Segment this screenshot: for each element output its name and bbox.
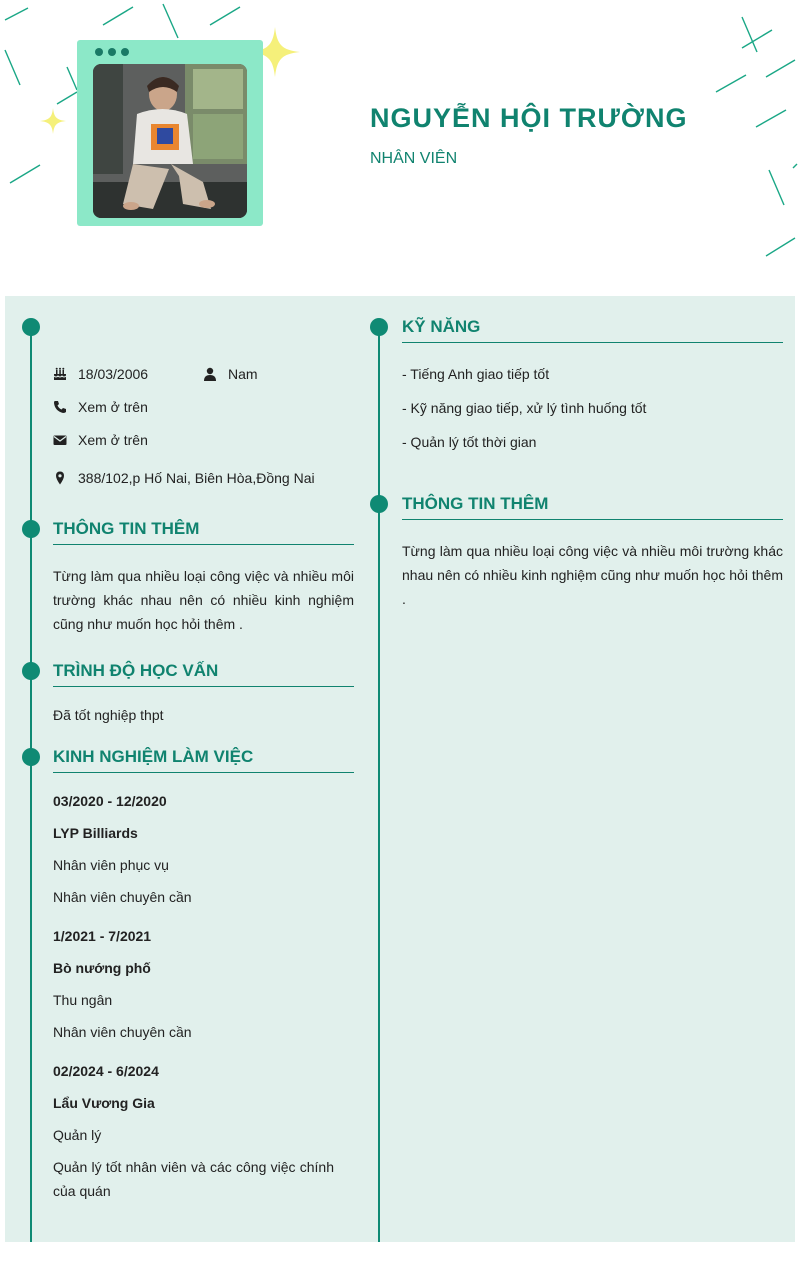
phone-row: [53, 399, 148, 415]
skill-item: - Kỹ năng giao tiếp, xử lý tình huống tốt: [402, 400, 647, 416]
sparkle-small-icon: [40, 108, 66, 134]
map-marker-icon: [53, 471, 67, 485]
photo-frame: [77, 40, 263, 226]
email-row: [53, 432, 148, 448]
job-company: Bò nướng phố: [53, 960, 151, 976]
job-description: Nhân viên chuyên cần: [53, 1024, 192, 1040]
birthday-row: [53, 366, 148, 382]
address-row: [53, 470, 315, 486]
timeline-bullet: [22, 318, 40, 336]
header: [0, 0, 800, 296]
timeline-bullet: [22, 520, 40, 538]
job-position: Nhân viên phục vụ: [53, 857, 169, 873]
timeline-bullet: [370, 318, 388, 336]
skills-title: KỸ NĂNG: [402, 317, 783, 343]
education-text: Đã tốt nghiệp thpt: [53, 707, 164, 723]
left-extra-info-title: THÔNG TIN THÊM: [53, 519, 354, 545]
education-title: TRÌNH ĐỘ HỌC VẤN: [53, 661, 354, 687]
job-company: Lẩu Vương Gia: [53, 1095, 155, 1111]
timeline-left: [30, 326, 32, 1242]
job-period: 1/2021 - 7/2021: [53, 928, 152, 944]
right-extra-info-title: THÔNG TIN THÊM: [402, 494, 783, 520]
phone-value: Xem ở trên: [78, 399, 148, 415]
skill-item: - Quản lý tốt thời gian: [402, 434, 537, 450]
timeline-bullet: [370, 495, 388, 513]
envelope-icon: [53, 433, 67, 447]
user-icon: [203, 367, 217, 381]
email-value: Xem ở trên: [78, 432, 148, 448]
timeline-right: [378, 326, 380, 1242]
candidate-name: NGUYỄN HỘI TRƯỜNG: [370, 103, 688, 133]
address-value: 388/102,p Hố Nai, Biên Hòa,Đồng Nai: [78, 470, 315, 486]
avatar-photo: [93, 64, 247, 218]
job-period: 03/2020 - 12/2020: [53, 793, 167, 809]
birthday-cake-icon: [53, 367, 67, 381]
right-extra-info-text: Từng làm qua nhiều loại công việc và nhiều môi trường khác nhau nên có nhiều kinh nghiệm cũng như muốn học hỏi thêm .: [402, 543, 783, 607]
timeline-bullet: [22, 662, 40, 680]
job-description: Nhân viên chuyên cần: [53, 889, 192, 905]
job-position: Quản lý: [53, 1127, 102, 1143]
experience-title: KINH NGHIỆM LÀM VIỆC: [53, 747, 354, 773]
window-dots: [95, 48, 129, 56]
job-company: LYP Billiards: [53, 825, 138, 841]
candidate-role: NHÂN VIÊN: [370, 150, 458, 167]
timeline-bullet: [22, 748, 40, 766]
skill-item: - Tiếng Anh giao tiếp tốt: [402, 366, 550, 382]
phone-icon: [53, 400, 67, 414]
resume-body: [5, 296, 795, 1242]
birthday-value: 18/03/2006: [78, 366, 149, 382]
job-period: 02/2024 - 6/2024: [53, 1063, 159, 1079]
gender-value: Nam: [228, 366, 258, 382]
job-position: Thu ngân: [53, 992, 113, 1008]
job-description: Quản lý tốt nhân viên và các công việc chính của quán: [53, 1159, 334, 1199]
left-extra-info-text: Từng làm qua nhiều loại công việc và nhiều môi trường khác nhau nên có nhiều kinh nghiệm cũng như muốn học hỏi thêm .: [53, 568, 354, 632]
gender-row: [203, 366, 258, 382]
